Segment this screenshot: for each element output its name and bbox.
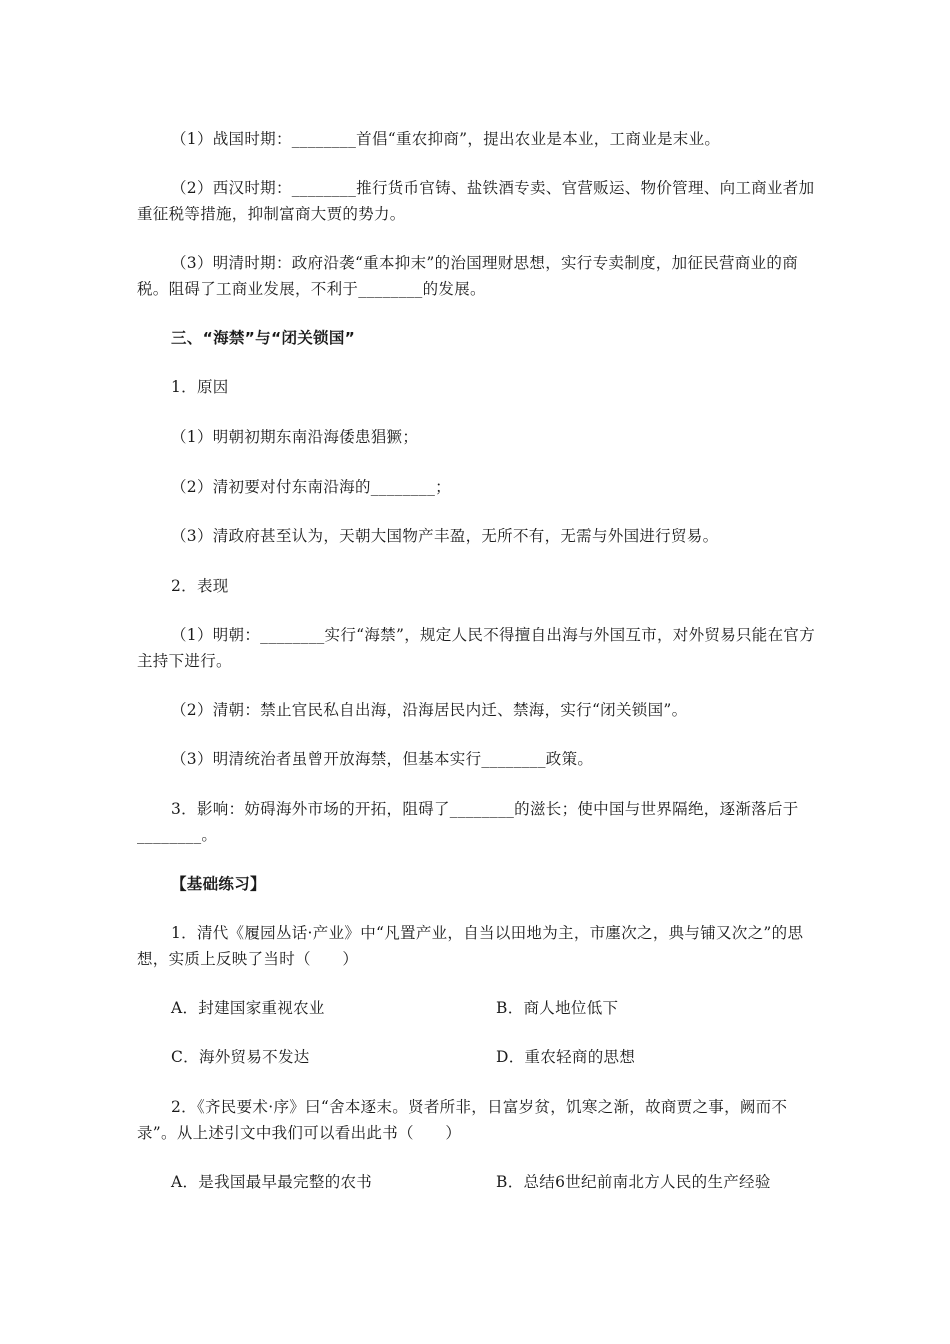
cause-item-2: （2）清初要对付东南沿海的________； xyxy=(171,478,451,496)
practice-heading: 【基础练习】 xyxy=(171,875,266,893)
cause-item-1: （1）明朝初期东南沿海倭患猖獗； xyxy=(171,428,419,446)
subheading-manifestation: 2．表现 xyxy=(171,577,229,595)
question-1-option-c: C．海外贸易不发达 xyxy=(171,1048,310,1066)
manifestation-item-3: （3）明清统治者虽曾开放海禁，但基本实行________政策。 xyxy=(171,750,594,768)
section-heading-haijin: 三、“海禁”与“闭关锁国” xyxy=(171,329,356,347)
question-2-option-a: A．是我国最早最完整的农书 xyxy=(171,1173,373,1191)
paragraph-warring-states: （1）战国时期：________首倡“重农抑商”，提出农业是本业，工商业是末业。 xyxy=(171,130,721,148)
question-1-option-a: A．封建国家重视农业 xyxy=(171,999,325,1017)
paragraph-western-han: （2）西汉时期：________推行货币官铸、盐铁酒专卖、官营贩运、物价管理、向工商业者加重征税等措施，抑制富商大贾的势力。 xyxy=(137,179,815,223)
paragraph-ming-qing: （3）明清时期：政府沿袭“重本抑末”的治国理财思想，实行专卖制度，加征民营商业的商税。阻碍了工商业发展，不利于________的发展。 xyxy=(137,254,799,298)
cause-item-3: （3）清政府甚至认为，天朝大国物产丰盈，无所不有，无需与外国进行贸易。 xyxy=(171,527,719,545)
question-1-stem: 1．清代《履园丛话·产业》中“凡置产业，自当以田地为主，市廛次之，典与铺又次之”的思想，实质上反映了当时（ ） xyxy=(137,924,804,968)
manifestation-item-2: （2）清朝：禁止官民私自出海，沿海居民内迁、禁海，实行“闭关锁国”。 xyxy=(171,701,688,719)
question-1-option-b: B．商人地位低下 xyxy=(496,999,619,1017)
question-2-stem: 2．《齐民要术·序》曰“舍本逐末。贤者所非，日富岁贫，饥寒之渐，故商贾之事，阙而不录”。从上述引文中我们可以看出此书（ ） xyxy=(137,1098,788,1142)
paragraph-impact: 3．影响：妨碍海外市场的开拓，阻碍了________的滋长；使中国与世界隔绝，逐渐落后于________。 xyxy=(137,800,799,844)
question-2-option-b: B．总结6世纪前南北方人民的生产经验 xyxy=(496,1173,771,1191)
manifestation-item-1: （1）明朝：________实行“海禁”，规定人民不得擅自出海与外国互市，对外贸易只能在官方主持下进行。 xyxy=(137,626,816,670)
subheading-cause: 1．原因 xyxy=(171,378,229,396)
question-1-option-d: D．重农轻商的思想 xyxy=(496,1048,636,1066)
